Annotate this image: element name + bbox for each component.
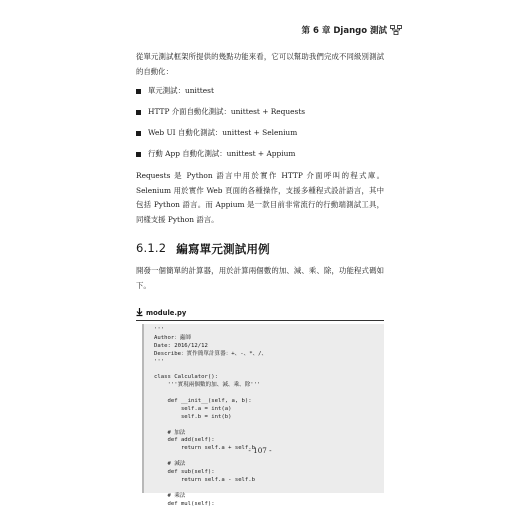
code-line: ''' xyxy=(154,327,165,333)
code-line: # 加法 xyxy=(154,429,186,436)
code-line: self.a = int(a) xyxy=(154,405,232,412)
code-line xyxy=(154,390,384,398)
test-level-list xyxy=(136,85,384,160)
code-line: def add(self): xyxy=(154,437,215,444)
square-bullet-icon xyxy=(136,110,141,115)
code-line: def __init__(self, a, b): xyxy=(154,398,252,405)
list-item xyxy=(136,148,384,160)
calculator-paragraph: 開發一個簡單的計算器，用於計算兩個數的加、減、乘、除，功能程式碼如下。 xyxy=(136,266,384,290)
square-bullet-icon xyxy=(136,89,141,94)
list-item-text: 單元測試：unittest xyxy=(148,86,214,95)
square-bullet-icon xyxy=(136,152,141,157)
running-header xyxy=(302,24,402,36)
chapter-title: Django 測試 xyxy=(333,26,387,36)
code-line: class Calculator(): xyxy=(154,374,218,381)
download-arrow-icon xyxy=(136,308,143,318)
code-line: Author：蟲師 xyxy=(154,334,191,341)
code-line xyxy=(154,422,384,430)
code-line: '''實現兩個數的加、減、乘、除''' xyxy=(154,382,261,389)
code-line: # 乘法 xyxy=(154,492,186,499)
list-item xyxy=(136,127,384,139)
list-item-text: Web UI 自動化測試：unittest + Selenium xyxy=(148,128,298,137)
code-line: ''' xyxy=(154,358,165,365)
page-number: - 107 - xyxy=(248,446,272,455)
square-bullet-icon xyxy=(136,131,141,136)
code-line: self.b = int(b) xyxy=(154,413,232,420)
page-content xyxy=(136,50,384,507)
divider xyxy=(136,320,384,321)
list-item xyxy=(136,85,384,97)
list-item-text: HTTP 介面自動化測試：unittest + Requests xyxy=(148,107,306,116)
code-line: # 減法 xyxy=(154,461,186,468)
code-listing xyxy=(142,324,384,507)
code-line: def sub(self): xyxy=(154,469,215,476)
list-item-text: 行動 App 自動化測試：unittest + Appium xyxy=(148,149,296,158)
code-line xyxy=(154,485,384,493)
code-line: def mul(self): xyxy=(154,500,215,507)
section-title: 編寫單元測試用例 xyxy=(176,242,270,256)
chapter-label: 第 6 章 xyxy=(301,26,331,36)
code-line: return self.a - self.b xyxy=(154,476,256,483)
code-file-label xyxy=(136,308,384,318)
code-line: Date: 2016/12/12 xyxy=(154,342,208,349)
code-line: Describe：實作簡單計算器：+、-、*、/、 xyxy=(154,350,268,357)
section-number: 6.1.2 xyxy=(136,241,167,255)
file-name: module.py xyxy=(146,309,187,317)
intro-paragraph: 從單元測試框架所提供的幾點功能來看，它可以幫助我們完成不同級別測試的自動化： xyxy=(136,52,384,76)
code-line xyxy=(154,366,384,374)
list-item xyxy=(136,106,384,118)
code-line: return self.a + self.b xyxy=(154,445,256,452)
tools-paragraph: Requests 是 Python 語言中用於實作 HTTP 介面呼叫的程式庫。Selenium 用於實作 Web 頁面的各種操作，支援多種程式設計語言，其中包括 Python 語言。而 Appium 是一款目前非常流行的行動端測試工具，同樣支援 Python 語言。 xyxy=(136,171,384,224)
section-heading xyxy=(136,241,384,257)
network-computers-icon xyxy=(390,25,402,35)
